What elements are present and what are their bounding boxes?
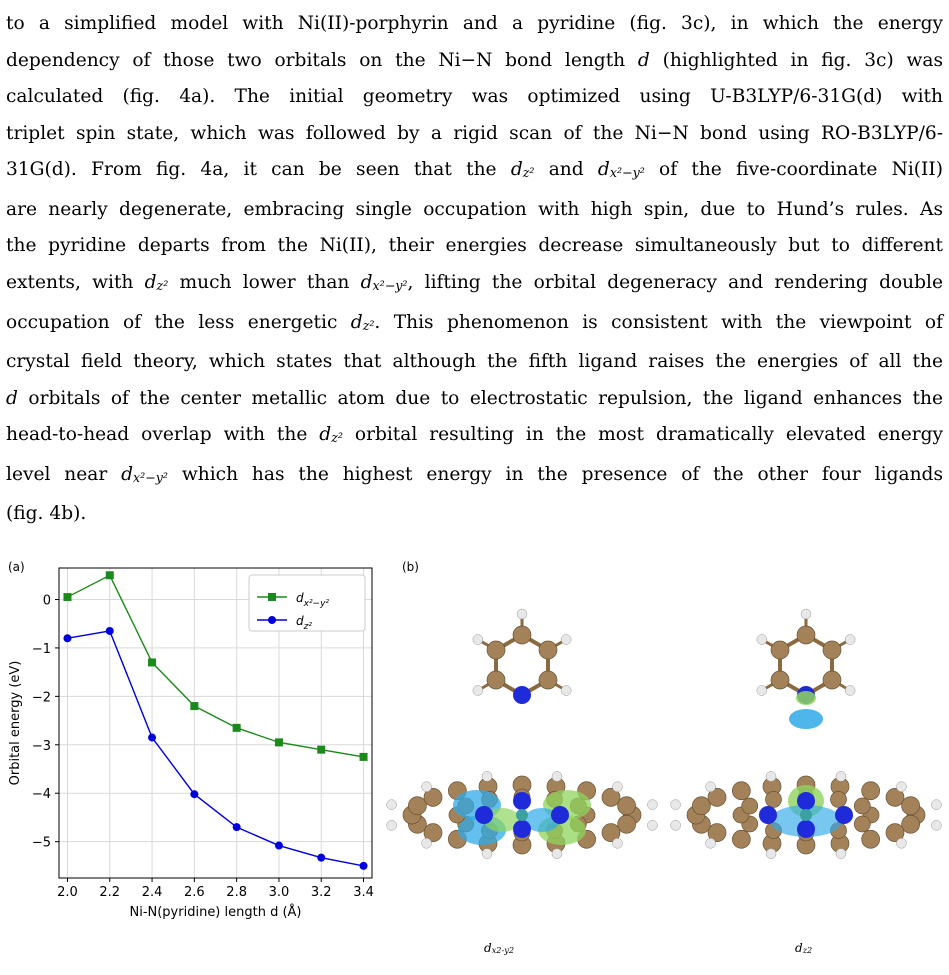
carbon-atom [862,782,880,800]
orbital-lobe [796,691,816,705]
y-tick-label: −4 [31,787,51,803]
carbon-atom [742,798,758,814]
hydrogen-atom [931,820,941,830]
text-line: triplet spin state, which was followed by a rigid scan of the Ni−N bond using RO-B3LYP/6- [6,122,943,144]
y-tick-label: 0 [42,593,51,609]
data-point [360,753,368,761]
text-line: level near $d_{x^2-y^2}$ which has the highest energy in the presence of the other four ligands [6,463,943,485]
carbon-atom [823,641,841,659]
nitrogen-atom [797,792,815,810]
text-line: crystal field theory, which states that although the fifth ligand raises the energies of all the [6,351,943,373]
hydrogen-atom [612,838,622,848]
hydrogen-atom [757,686,767,696]
text-line: d orbitals of the center metallic atom due to electrostatic repulsion, the ligand enhances the [6,387,943,409]
hydrogen-atom [552,771,562,781]
y-axis-label: Orbital energy (eV) [8,660,23,786]
data-point [190,702,198,710]
carbon-atom [771,641,789,659]
x-tick-label: 2.4 [141,885,163,900]
hydrogen-atom [387,800,397,810]
text-line: to a simplified model with Ni(II)-porphyrin and a pyridine (fig. 3c), in which the energy [6,13,943,34]
hydrogen-atom [836,771,846,781]
hydrogen-atom [482,771,492,781]
hydrogen-atom [482,849,492,859]
x-tick-label: 3.2 [310,885,332,900]
x-tick-label: 2.2 [99,885,121,900]
x-tick-label: 3.0 [268,885,290,900]
data-point [148,734,156,742]
carbon-atom [618,815,636,833]
hydrogen-atom [647,820,657,830]
x-tick-label: 2.8 [226,885,247,900]
hydrogen-atom [473,635,483,645]
data-point [233,724,241,732]
nickel-atom [800,809,812,821]
left-molecule [387,609,658,859]
y-tick-label: −5 [31,835,51,851]
hydrogen-atom [757,635,767,645]
nitrogen-atom [551,806,569,824]
carbon-atom [732,830,750,848]
hydrogen-atom [422,838,432,848]
data-point [275,738,283,746]
hydrogen-atom [896,838,906,848]
x-axis-label: Ni-N(pyridine) length d (Å) [129,905,302,920]
y-tick-label: −2 [31,690,51,706]
x-tick-label: 2.0 [57,885,78,900]
nitrogen-atom [513,792,531,810]
hydrogen-atom [671,800,681,810]
data-point [63,593,71,601]
body-text [6,6,943,533]
carbon-atom [854,798,870,814]
hydrogen-atom [612,782,622,792]
data-point [106,627,114,635]
right-molecule [671,609,942,859]
hydrogen-atom [552,849,562,859]
hydrogen-atom [473,686,483,696]
hydrogen-atom [706,782,716,792]
hydrogen-atom [422,782,432,792]
caption-dz2: $d_{z2}$ [795,941,813,956]
legend-marker [268,616,276,624]
text-line: are nearly degenerate, embracing single occupation with high spin, due to Hund’s rules. As [6,198,943,220]
panel-a-label: (a) [8,560,25,574]
legend [249,575,365,632]
carbon-atom [539,671,557,689]
nitrogen-atom [797,820,815,838]
caption-dx2y2: $d_{x2-y2}$ [484,941,515,956]
x-tick-label: 3.4 [353,885,374,900]
y-tick-label: −1 [31,641,51,657]
hydrogen-atom [896,782,906,792]
orbital-lobe [789,709,823,729]
carbon-atom [766,791,782,807]
hydrogen-atom [387,820,397,830]
text-line: head-to-head overlap with the $d_{z^2}$ orbital resulting in the most dramatically elevated energy [6,424,944,446]
hydrogen-atom [801,609,811,619]
nitrogen-atom [835,806,853,824]
carbon-atom [797,626,815,644]
data-point [190,790,198,798]
hydrogen-atom [931,800,941,810]
carbon-atom [487,671,505,689]
text-line: (fig. 4b). [6,503,87,525]
carbon-atom [902,797,920,815]
carbon-atom [539,641,557,659]
data-point [148,658,156,666]
hydrogen-atom [766,849,776,859]
hydrogen-atom [845,686,855,696]
text-line: occupation of the less energetic $d_{z^2}$. This phenomenon is consistent with the viewpoint of [6,311,943,333]
hydrogen-atom [647,800,657,810]
carbon-atom [513,626,531,644]
carbon-atom [823,671,841,689]
nitrogen-atom [759,806,777,824]
nitrogen-atom [475,806,493,824]
x-tick-label: 2.6 [184,885,205,900]
carbon-atom [692,797,710,815]
data-point [233,823,241,831]
data-point [360,862,368,870]
carbon-atom [408,797,426,815]
carbon-atom [902,815,920,833]
y-tick-label: −3 [31,738,51,754]
hydrogen-atom [517,609,527,619]
panel-b-label: (b) [402,560,419,574]
text-line: the pyridine departs from the Ni(II), their energies decrease simultaneously but to different [6,235,943,257]
text-line: dependency of those two orbitals on the Ni−N bond length d (highlighted in fig. 3c) was [6,49,943,71]
figure-4b [380,560,949,970]
carbon-atom [618,797,636,815]
data-point [106,571,114,579]
carbon-atom [862,830,880,848]
legend-marker [268,593,276,601]
carbon-atom [854,816,870,832]
orbital-energy-chart [0,560,380,970]
text-line: calculated (fig. 4a). The initial geometry was optimized using U-B3LYP/6-31G(d) with [6,86,943,108]
carbon-atom [831,791,847,807]
text-line: extents, with $d_{z^2}$ much lower than $d_{x^2-y^2}$, lifting the orbital degeneracy and rendering double [6,272,943,294]
figure-4a [0,560,380,970]
nickel-atom [516,809,528,821]
data-point [317,854,325,862]
hydrogen-atom [671,820,681,830]
molecular-orbital-illustration [380,560,949,970]
hydrogen-atom [561,635,571,645]
carbon-atom [487,641,505,659]
carbon-atom [732,782,750,800]
hydrogen-atom [766,771,776,781]
legend-label: $d_{x^2-y^2}$ [296,591,330,609]
nitrogen-atom [513,820,531,838]
hydrogen-atom [561,686,571,696]
legend-label: $d_{z^2}$ [296,614,312,632]
hydrogen-atom [706,838,716,848]
data-point [275,842,283,850]
nitrogen-atom [513,686,531,704]
data-point [317,746,325,754]
data-point [63,634,71,642]
hydrogen-atom [845,635,855,645]
text-line: 31G(d). From fig. 4a, it can be seen that the $d_{z^2}$ and $d_{x^2-y^2}$ of the five-coordinate Ni(II) [6,159,944,181]
hydrogen-atom [836,849,846,859]
carbon-atom [771,671,789,689]
